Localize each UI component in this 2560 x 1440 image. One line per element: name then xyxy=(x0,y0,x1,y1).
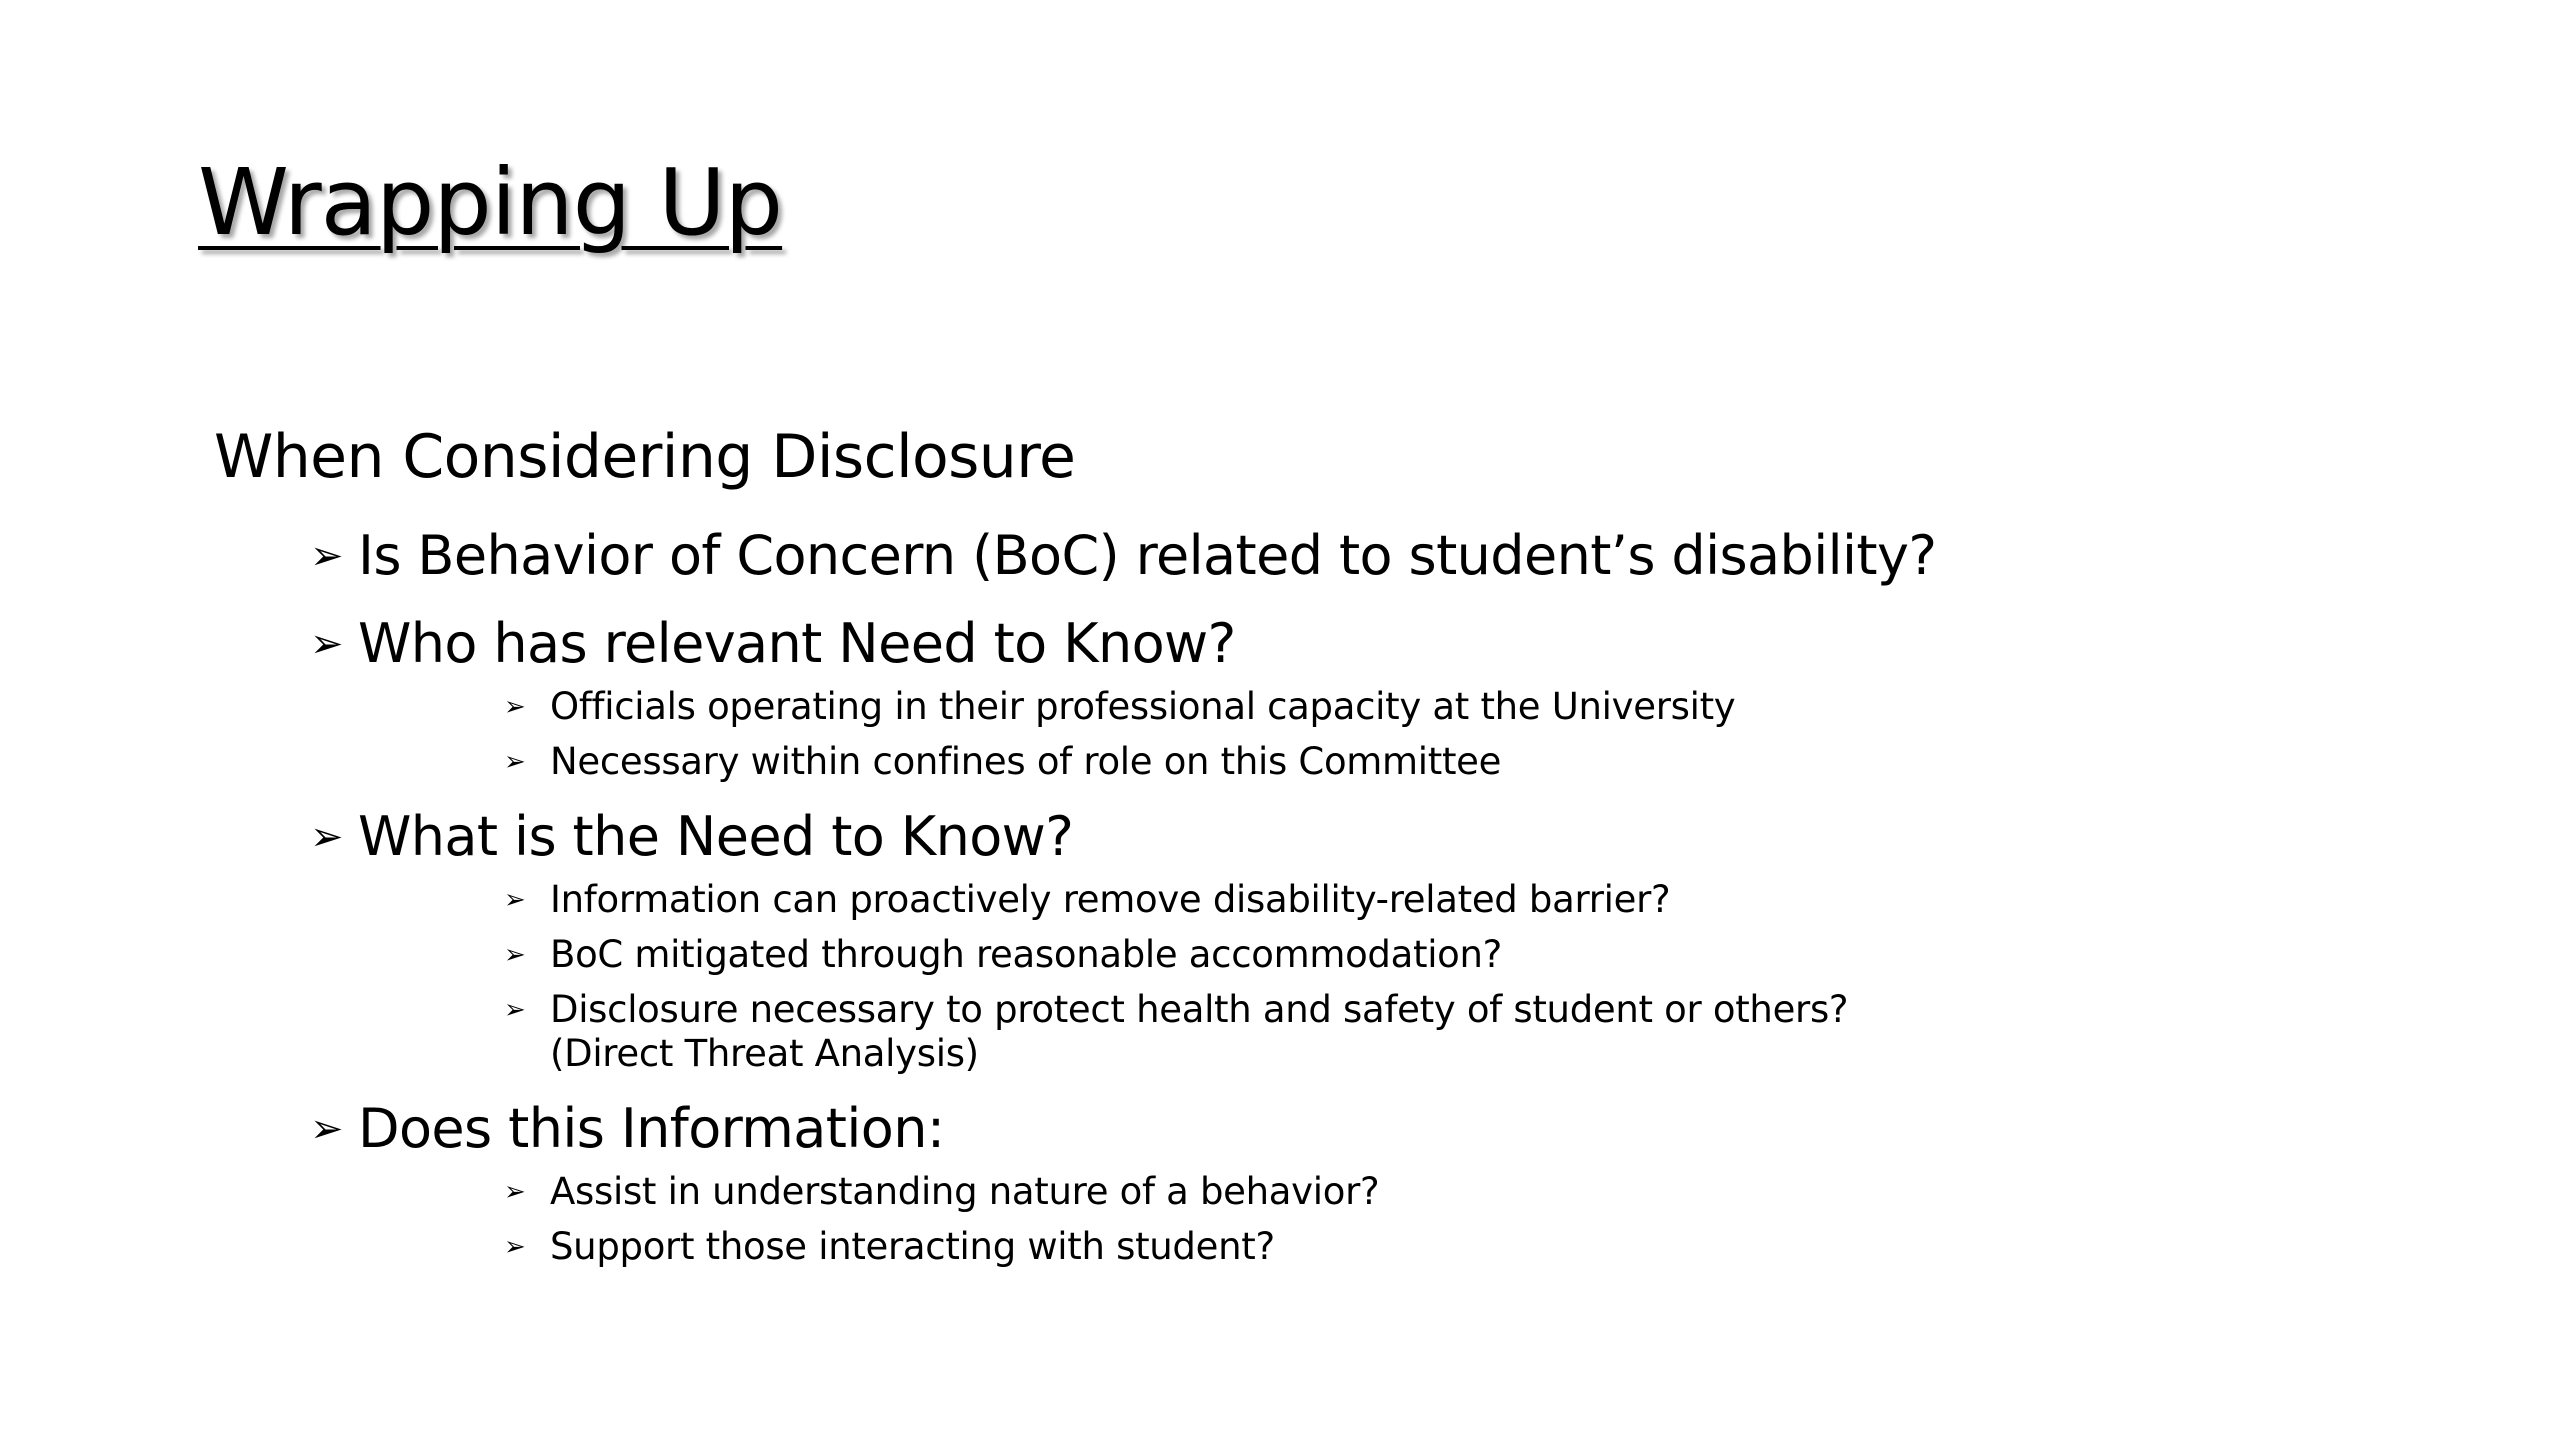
arrow-bullet-icon: ➢ xyxy=(504,885,526,915)
arrow-bullet-icon: ➢ xyxy=(310,621,344,667)
arrow-bullet-icon: ➢ xyxy=(504,940,526,970)
sub-bullet-item xyxy=(504,1170,2414,1214)
arrow-bullet-icon: ➢ xyxy=(504,1232,526,1262)
sub-bullet-text: Support those interacting with student? xyxy=(550,1225,1275,1268)
section-heading: When Considering Disclosure xyxy=(214,422,1076,492)
arrow-bullet-icon: ➢ xyxy=(310,814,344,860)
sub-bullet-item xyxy=(504,988,2414,1076)
sub-bullet-text: Disclosure necessary to protect health and safety of student or others? xyxy=(550,988,1849,1031)
bullet-text: Does this Information: xyxy=(358,1097,945,1160)
sub-bullet-text: Necessary within confines of role on this Committee xyxy=(550,740,1502,783)
arrow-bullet-icon: ➢ xyxy=(504,747,526,777)
arrow-bullet-icon: ➢ xyxy=(310,533,344,579)
sub-bullet-text: Assist in understanding nature of a behavior? xyxy=(550,1170,1380,1213)
arrow-bullet-icon: ➢ xyxy=(504,692,526,722)
arrow-bullet-icon: ➢ xyxy=(504,1177,526,1207)
arrow-bullet-icon: ➢ xyxy=(310,1106,344,1152)
sub-bullet-item xyxy=(504,1225,2414,1269)
sub-bullet-continuation: (Direct Threat Analysis) xyxy=(550,1032,979,1075)
sub-bullet-list xyxy=(358,1170,2414,1269)
slide-body xyxy=(214,415,2414,1283)
bullet-item xyxy=(310,517,2414,595)
sub-bullet-item xyxy=(504,878,2414,922)
bullet-text: Is Behavior of Concern (BoC) related to student’s disability? xyxy=(358,524,1937,587)
bullet-text: What is the Need to Know? xyxy=(358,805,1074,868)
bullet-item xyxy=(310,605,2414,784)
slide-title: Wrapping Up xyxy=(198,149,783,256)
bullet-text: Who has relevant Need to Know? xyxy=(358,612,1236,675)
sub-bullet-item xyxy=(504,685,2414,729)
sub-bullet-list xyxy=(358,685,2414,784)
sub-bullet-list xyxy=(358,878,2414,1076)
bullet-list xyxy=(214,517,2414,1269)
arrow-bullet-icon: ➢ xyxy=(504,995,526,1025)
sub-bullet-text: BoC mitigated through reasonable accommodation? xyxy=(550,933,1503,976)
sub-bullet-text: Information can proactively remove disability-related barrier? xyxy=(550,878,1671,921)
bullet-item xyxy=(310,1090,2414,1269)
bullet-item xyxy=(310,798,2414,1076)
sub-bullet-item xyxy=(504,740,2414,784)
sub-bullet-item xyxy=(504,933,2414,977)
sub-bullet-text: Officials operating in their professional capacity at the University xyxy=(550,685,1736,728)
